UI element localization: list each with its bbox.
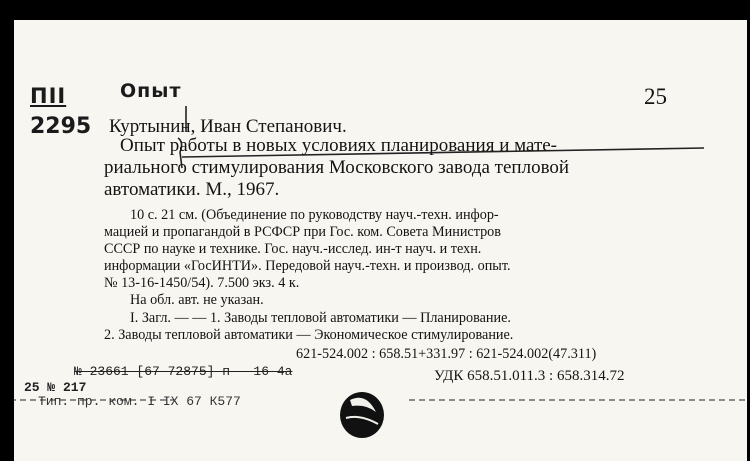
catalog-card — [14, 20, 747, 461]
subject-line-1: I. Загл. — — 1. Заводы тепловой автоматики — Планирование. — [130, 310, 511, 326]
description-line-3: СССР по науке и технике. Гос. науч.-исслед. ин-т науч. и техн. — [104, 241, 482, 257]
description-line-1: 10 с. 21 см. (Объединение по руководству науч.-техн. инфор- — [130, 207, 499, 223]
handwritten-note: Опыт — [120, 80, 182, 102]
classification-index: 621-524.002 : 658.51+331.97 : 621-524.002(47.311) — [296, 346, 597, 362]
page-number: 25 — [644, 84, 667, 109]
order-line: № 23661 [67-72875] п — 16-4а — [74, 364, 293, 379]
author-heading: Куртынин, Иван Степанович. — [109, 116, 347, 137]
description-line-2: мацией и пропагандой в РСФСР при Гос. ком. Совета Министров — [104, 224, 501, 240]
subject-line-2: 2. Заводы тепловой автоматики — Экономическое стимулирование. — [104, 327, 514, 343]
stamp-line-1: 25 № 217 — [24, 380, 87, 395]
description-line-4: информации «ГосИНТИ». Передовой науч.-техн. и производ. опыт. — [104, 258, 511, 274]
title-line-3: автоматики. М., 1967. — [104, 179, 280, 200]
inventory-number: 2295 — [30, 114, 92, 139]
note-line: На обл. авт. не указан. — [130, 292, 264, 308]
stamp-line-2: Тип. пр. ком. I IX 67 К577 — [38, 394, 241, 409]
punch-hole — [340, 392, 384, 438]
call-number: ПII — [30, 84, 67, 108]
title-line-2: риального стимулирования Московского завода тепловой — [104, 157, 570, 178]
udk-index: УДК 658.51.011.3 : 658.314.72 — [434, 368, 625, 384]
description-line-5: № 13-16-1450/54). 7.500 экз. 4 к. — [104, 275, 300, 291]
title-line-1: Опыт работы в новых условиях планирования и мате- — [120, 135, 558, 156]
